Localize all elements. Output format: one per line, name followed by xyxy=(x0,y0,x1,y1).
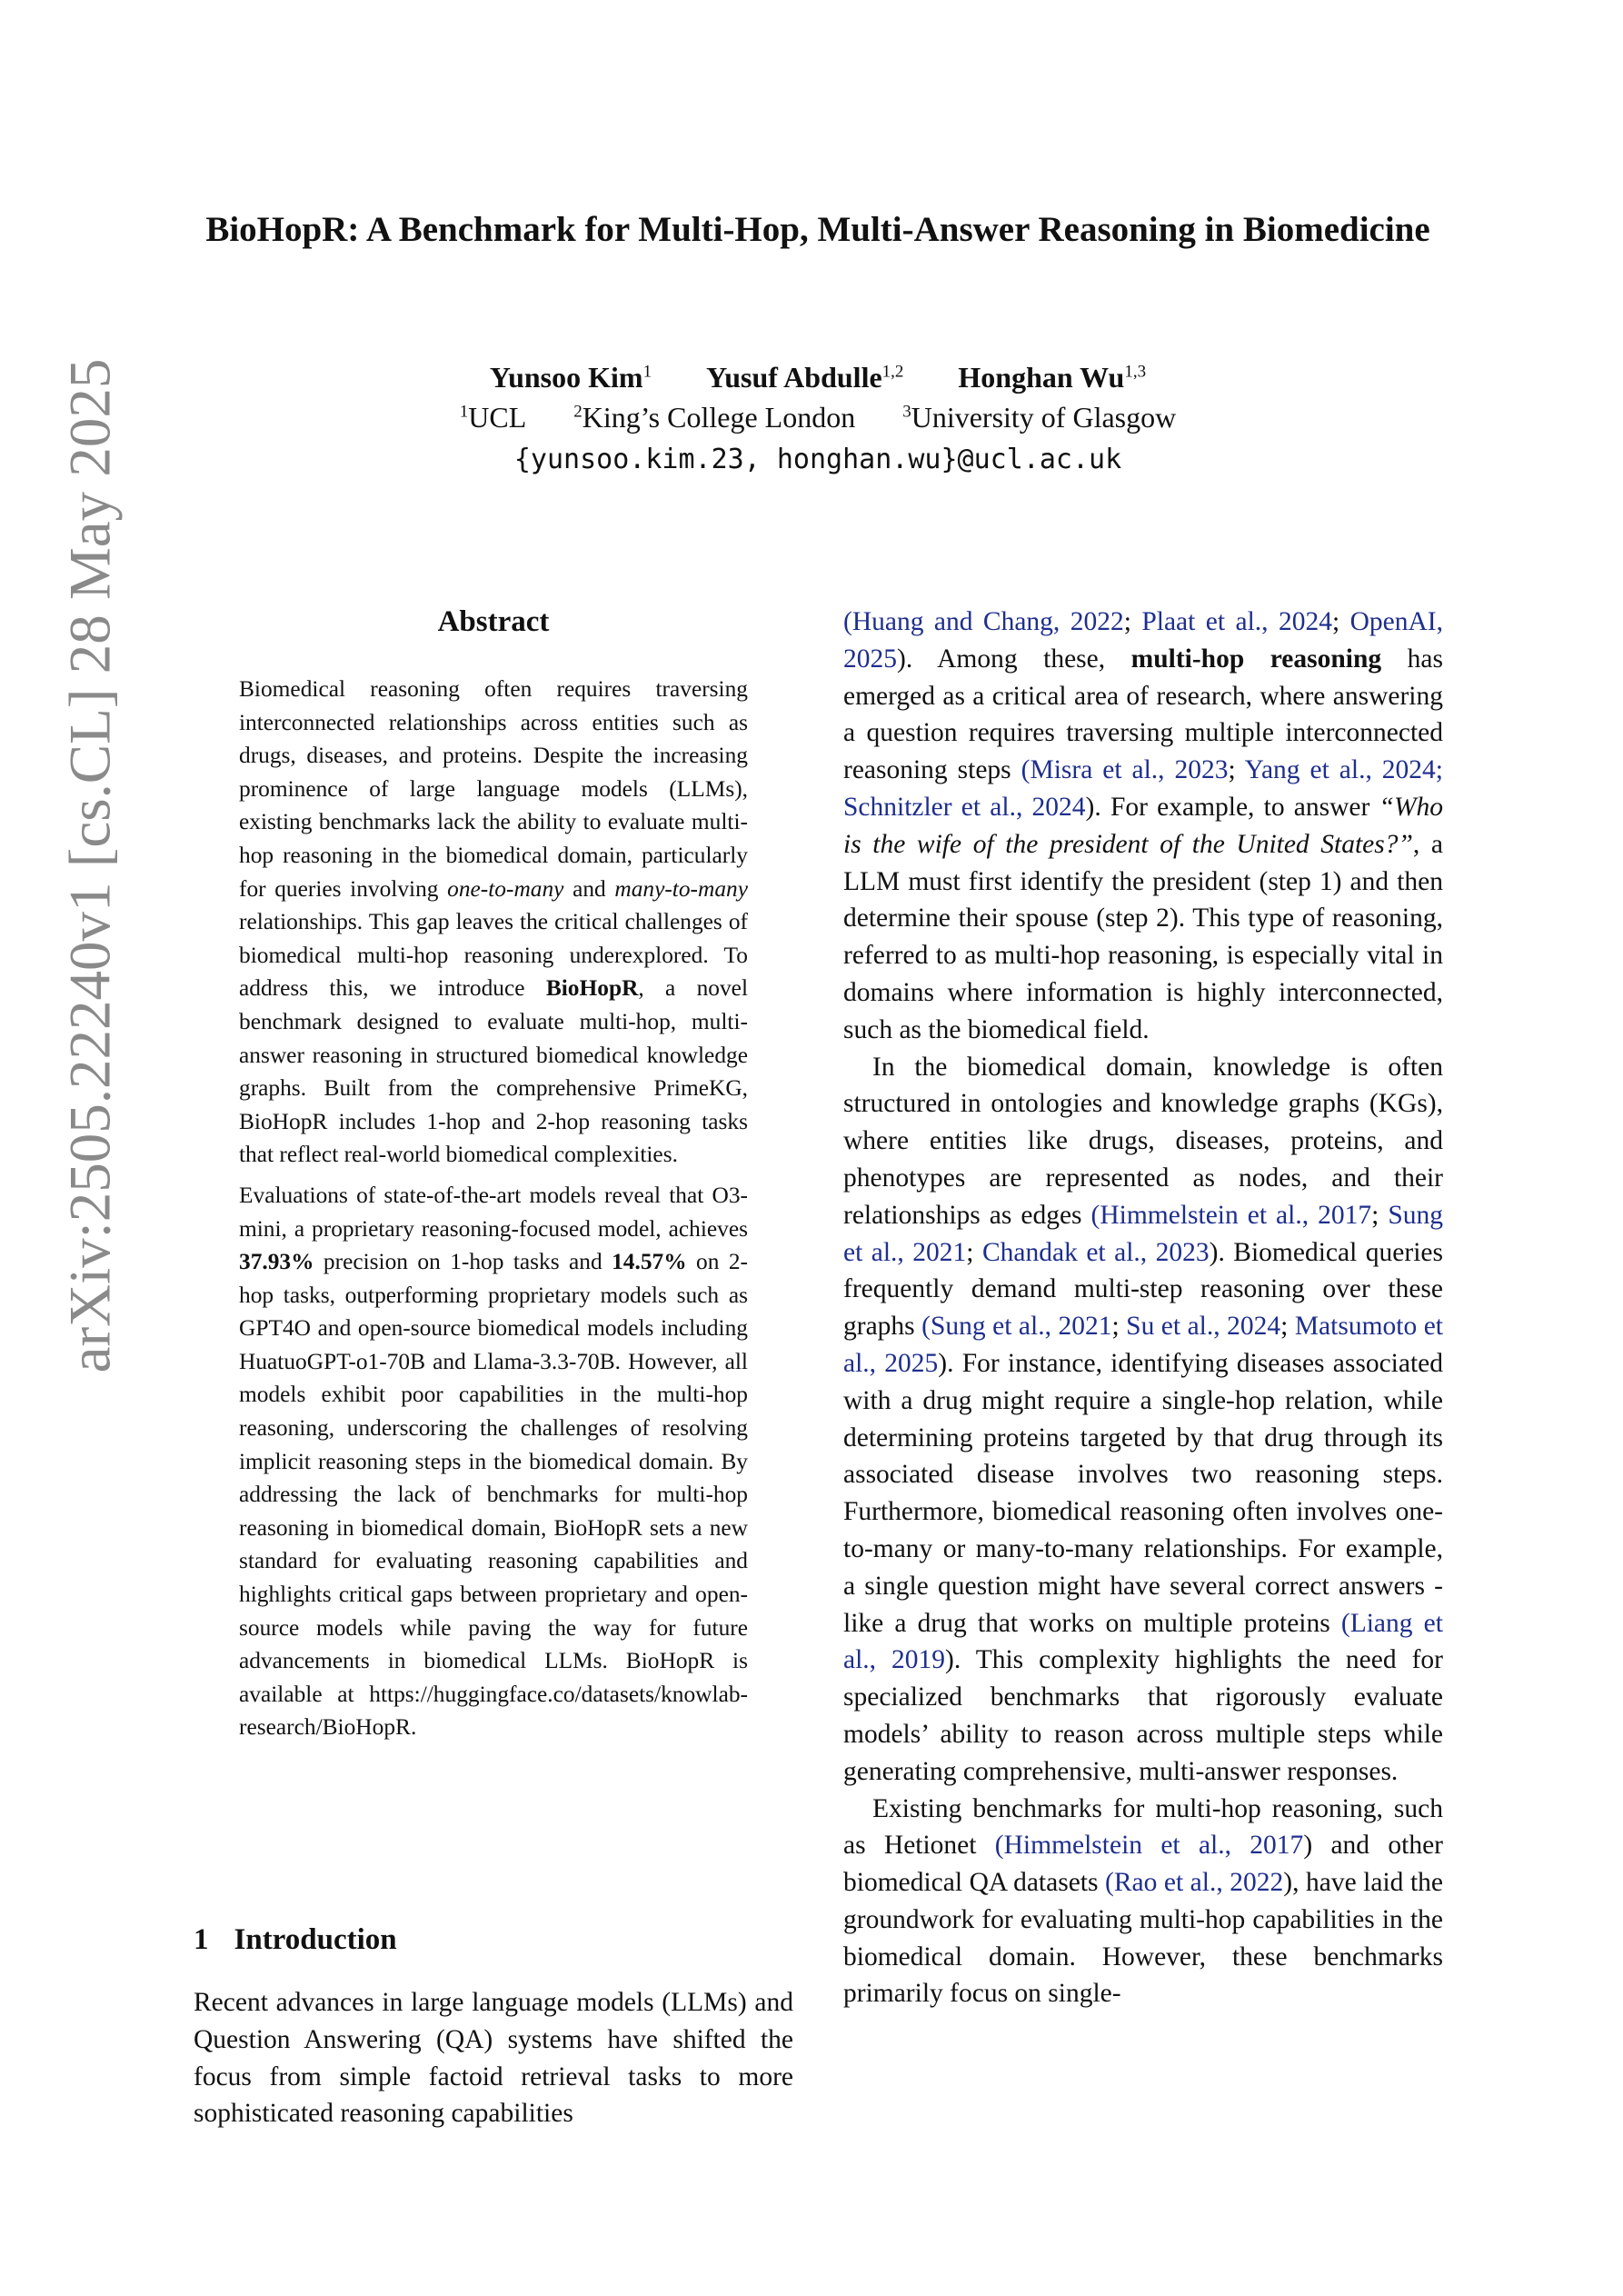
citation-link[interactable]: (Himmelstein et al., 2017 xyxy=(994,1831,1304,1861)
abstract-heading: Abstract xyxy=(437,605,550,638)
affiliation: $^2$King’s College London xyxy=(573,401,856,434)
citation-link[interactable]: Matsumoto et al., 2025 xyxy=(843,1312,1444,1378)
citation-link[interactable]: Chandak et al., 2023 xyxy=(981,1237,1210,1267)
citation-link[interactable]: (Huang and Chang, 2022 xyxy=(843,607,1124,636)
author-list xyxy=(182,361,1454,394)
body-paragraph: Existing benchmarks for multi-hop reasoning, such as Hetionet (Himmelstein et al., 2017) and other biomedical QA datasets (Rao et al., 2022), have laid the groundwork for evaluating multi-hop capabilities in the biomedical domain. However, these benchmarks primarily focus on single- xyxy=(843,1793,1443,2009)
affiliation: $^3$University of Glasgow xyxy=(902,401,1177,434)
citation-link[interactable]: Plaat et al., 2024 xyxy=(1141,607,1332,636)
introduction-left-column xyxy=(194,1984,793,2132)
citation-link[interactable]: (Himmelstein et al., 2017 xyxy=(1090,1200,1372,1230)
abstract-paragraph: Evaluations of state-of-the-art models reveal that O3-mini, a proprietary reasoning-focused model, achieves 37.93% precision on 1-hop tasks and 14.57% on 2-hop tasks, outperforming proprietary models such as GPT4O and open-source biomedical models including HuatuoGPT-o1-70B and Llama-3.3-70B. However, all models exhibit poor capabilities in the multi-hop reasoning, underscoring the challenges of resolving implicit reasoning steps in the biomedical domain. By addressing the lack of benchmarks for multi-hop reasoning in biomedical domain, BioHopR sets a new standard for evaluating reasoning capabilities and highlights critical gaps between proprietary and open-source models while paving the way for future advancements in biomedical LLMs. BioHopR is available at https://huggingface.co/datasets/knowlab-research/BioHopR. xyxy=(239,1182,748,1741)
author: Yunsoo Kim$^1$ xyxy=(489,361,652,394)
section-heading-introduction: 1 Introduction xyxy=(194,1923,397,1956)
citation-link[interactable]: (Liang et al., 2019 xyxy=(843,1608,1443,1675)
arxiv-identifier: arXiv:2505.22240v1 [cs.CL] 28 May 2025 xyxy=(57,358,124,1373)
paper-title: BioHopR: A Benchmark for Multi-Hop, Multi-Answer Reasoning in Biomedicine xyxy=(205,210,1430,249)
body-paragraph: In the biomedical domain, knowledge is often structured in ontologies and knowledge graphs (KGs), where entities like drugs, diseases, proteins, and phenotypes are represented as nodes, and their relationships as edges (Himmelstein et al., 2017; Sung et al., 2021; Chandak et al., 2023). Biomedical queries frequently demand multi-step reasoning over these graphs (Sung et al., 2021; Su et al., 2024; Matsumoto et al., 2025). For instance, identifying diseases associated with a drug might require a single-hop relation, while determining proteins targeted by that drug through its associated disease involves two reasoning steps. Furthermore, biomedical reasoning often involves one-to-many or many-to-many relationships. For example, a single question might have several correct answers - like a drug that works on multiple proteins (Liang et al., 2019). This complexity highlights the need for specialized benchmarks that rigorously evaluate models’ ability to reason across multiple steps while generating comprehensive, multi-answer responses. xyxy=(843,1052,1444,1786)
abstract-paragraph: Biomedical reasoning often requires traversing interconnected relationships across entities such as drugs, diseases, and proteins. Despite the increasing prominence of large language models (LLMs), existing benchmarks lack the ability to evaluate multi-hop reasoning in the biomedical domain, particularly for queries involving one-to-many and many-to-many relationships. This gap leaves the critical challenges of biomedical multi-hop reasoning underexplored. To address this, we introduce BioHopR, a novel benchmark designed to evaluate multi-hop, multi-answer reasoning in structured biomedical knowledge graphs. Built from the comprehensive PrimeKG, BioHopR includes 1-hop and 2-hop reasoning tasks that reflect real-world biomedical complexities. xyxy=(239,676,749,1168)
author: Yusuf Abdulle$^{1,2}$ xyxy=(706,361,904,394)
body-paragraph: Recent advances in large language models (LLMs) and Question Answering (QA) systems have shifted the focus from simple factoid retrieval tasks to more sophisticated reasoning capabilities xyxy=(194,1988,793,2129)
citation-link[interactable]: (Sung et al., 2021 xyxy=(921,1312,1112,1342)
citation-link[interactable]: Su et al., 2024 xyxy=(1126,1312,1281,1342)
affiliation-list xyxy=(182,401,1454,434)
author-email: {yunsoo.kim.23, honghan.wu}@ucl.ac.uk xyxy=(513,444,1122,475)
citation-link[interactable]: (Rao et al., 2022 xyxy=(1105,1868,1284,1898)
citation-link[interactable]: OpenAI, 2025 xyxy=(843,607,1443,674)
citation-link[interactable]: (Misra et al., 2023 xyxy=(1021,755,1229,785)
introduction-right-column xyxy=(843,604,1443,2012)
abstract-body xyxy=(239,673,748,1752)
citation-link[interactable]: Yang et al., 2024; Schnitzler et al., 2024 xyxy=(843,755,1443,822)
affiliation: $^1$UCL xyxy=(459,401,527,434)
author: Honghan Wu$^{1,3}$ xyxy=(958,361,1147,394)
citation-link[interactable]: Sung et al., 2021 xyxy=(843,1200,1443,1267)
body-paragraph: (Huang and Chang, 2022; Plaat et al., 2024; OpenAI, 2025). Among these, multi-hop reasoning has emerged as a critical area of research, where answering a question requires traversing multiple interconnected reasoning steps (Misra et al., 2023; Yang et al., 2024; Schnitzler et al., 2024). For example, to answer “Who is the wife of the president of the United States?”, a LLM must first identify the president (step 1) and then determine their spouse (step 2). This type of reasoning, referred to as multi-hop reasoning, is especially vital in domains where information is highly interconnected, such as the biomedical field. xyxy=(843,607,1444,1044)
